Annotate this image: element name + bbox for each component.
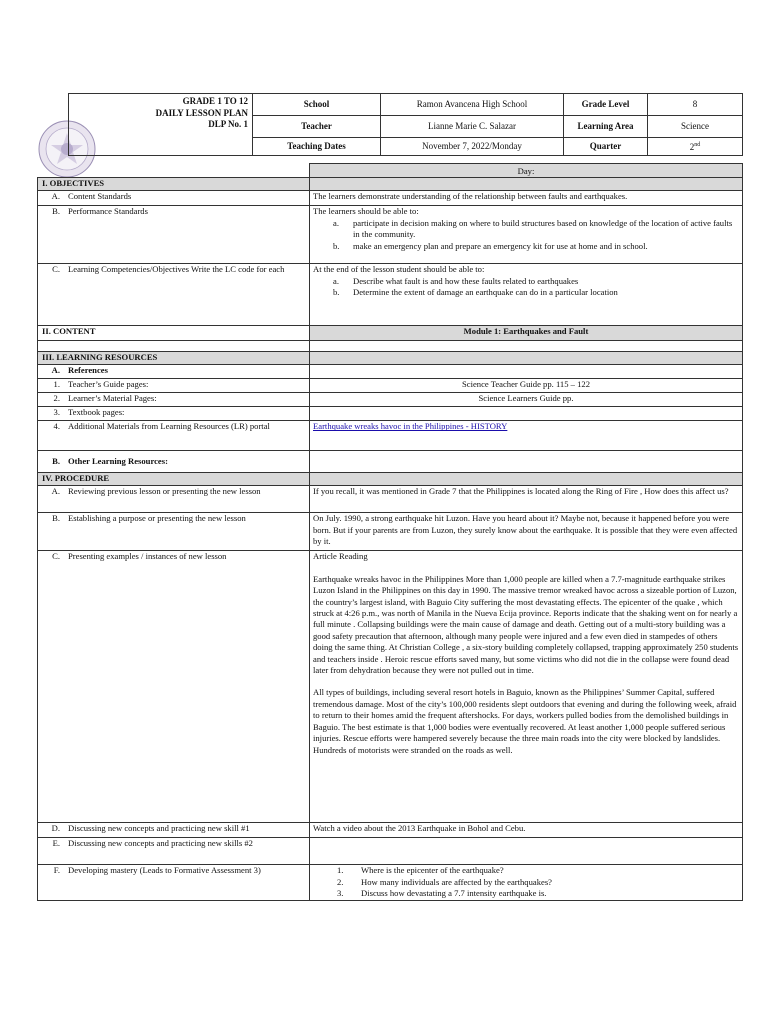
day-header: Day: (310, 164, 743, 178)
item-number: 1. (337, 865, 344, 876)
article-title: Article Reading (313, 551, 368, 562)
content-standards-text: The learners demonstrate understanding of the relationship between faults and earthquakes. (310, 191, 743, 206)
teachers-guide-value: Science Teacher Guide pp. 115 – 122 (310, 379, 743, 393)
purpose-label: Establishing a purpose or presenting the new lesson (68, 513, 246, 524)
mastery-questions (310, 865, 743, 901)
procedure-heading-blank (310, 473, 743, 486)
mastery-label: Developing mastery (Leads to Formative Assessment 3) (68, 865, 261, 876)
item-text: participate in decision making on where to build structures based on knowledge of the location of active faults in the community. (353, 217, 733, 240)
competencies-text (310, 264, 743, 326)
learners-material-cell (38, 393, 310, 407)
learning-area-label: Learning Area (564, 116, 648, 138)
dlp-title-block (69, 94, 253, 156)
competency-item (313, 287, 739, 298)
concepts-1-cell (38, 823, 310, 838)
blank-cell (310, 838, 743, 865)
item-number: 4. (53, 421, 60, 432)
blank-cell (310, 451, 743, 473)
blank-cell (310, 365, 743, 379)
item-marker: b. (333, 240, 340, 251)
item-letter: A. (51, 365, 60, 376)
performance-standards-intro: The learners should be able to: (313, 206, 419, 217)
school-value: Ramon Avancena High School (381, 94, 564, 116)
additional-materials-value (310, 421, 743, 451)
teaching-dates-value: November 7, 2022/Monday (381, 138, 564, 156)
references-cell (38, 365, 310, 379)
examples-label: Presenting examples / instances of new lesson (68, 551, 227, 562)
other-resources-label: Other Learning Resources: (68, 456, 168, 467)
references-label: References (68, 365, 108, 376)
item-marker: a. (333, 217, 339, 228)
item-letter: B. (52, 456, 60, 467)
item-number: 3. (53, 407, 60, 418)
objectives-heading-blank (310, 178, 743, 191)
concepts-2-label: Discussing new concepts and practicing new skills #2 (68, 838, 253, 849)
header-table (68, 93, 743, 156)
item-text: Determine the extent of damage an earthquake can do in a particular location (353, 287, 618, 298)
additional-materials-cell (38, 421, 310, 451)
grade-level-label: Grade Level (564, 94, 648, 116)
content-standards-cell (38, 191, 310, 206)
school-label: School (253, 94, 381, 116)
quarter-number: 2 (689, 142, 695, 152)
item-text: Describe what fault is and how these faults related to earthquakes (353, 275, 579, 286)
item-letter: B. (52, 513, 60, 524)
reviewing-cell (38, 486, 310, 513)
spacer-cell (310, 341, 743, 352)
teaching-dates-label: Teaching Dates (253, 138, 381, 156)
learners-material-value: Science Learners Guide pp. (310, 393, 743, 407)
question-text: Discuss how devastating a 7.7 intensity earthquake is. (361, 888, 547, 899)
examples-cell (38, 551, 310, 823)
article-reading (310, 551, 743, 823)
concepts-1-text: Watch a video about the 2013 Earthquake in Bohol and Cebu. (310, 823, 743, 838)
item-letter: C. (52, 264, 60, 275)
resources-heading-blank (310, 352, 743, 365)
item-marker: b. (333, 287, 340, 298)
purpose-cell (38, 513, 310, 551)
performance-standards-label: Performance Standards (68, 206, 148, 217)
history-article-link[interactable]: Earthquake wreaks havoc in the Philippines - HISTORY (313, 421, 508, 432)
procedure-heading: IV. PROCEDURE (38, 473, 310, 486)
dlp-title-line-3: DLP No. 1 (208, 119, 248, 129)
textbook-label: Textbook pages: (68, 407, 125, 418)
content-module: Module 1: Earthquakes and Fault (310, 326, 743, 341)
competencies-label: Learning Competencies/Objectives Write the LC code for each (68, 264, 285, 275)
concepts-1-label: Discussing new concepts and practicing new skill #1 (68, 823, 250, 834)
other-resources-cell (38, 451, 310, 473)
article-paragraph: Earthquake wreaks havoc in the Philippines More than 1,000 people are killed when a 7.7-magnitude earthquake strikes Luzon Island in the Philippines on this day in 1990. The massive tremor wreaked havoc across a sizeable portion of Luzon, the country’s largest island, with Baguio City suffering the most devastating effects. The epicenter of the quake , which struck at 4:26 p.m., was north of Manila in the Nueva Ecija province. Reports indicate that the shaking went on for nearly a full minute . Collapsing buildings were the main cause of damage and death. Getting out of a multi-story building was a good safety precaution that afternoon, although many people were injured and a few even died in stampedes of others doing the same thing. At Christian College , a six-story building completely collapsed, trapping approximately 250 students and teachers inside . Heroic rescue efforts saved many, but some victims who did not die in the collapse were found dead later from dehydration because they were not pulled out in time. (313, 573, 739, 676)
mastery-cell (38, 865, 310, 901)
article-paragraph: All types of buildings, including several resort hotels in Baguio, known as the Philippines’ Summer Capital, suffered tremendous damage. Most of the city’s 100,000 residents slept outdoors that evening and during the following week, afraid to return to their homes amid the frequent aftershocks. For days, workers pulled bodies from the demolished buildings in Baguio. The best estimate is that 1,000 bodies were eventually recovered. At least another 1,000 people suffered serious injuries. Rescue efforts were hampered severely because the three main roads into the city were blocked by landslides. Hundreds of motorists were stranded on the roads as well. (313, 687, 737, 755)
teacher-value: Lianne Marie C. Salazar (381, 116, 564, 138)
item-letter: F. (53, 865, 60, 876)
reviewing-label: Reviewing previous lesson or presenting the new lesson (68, 486, 261, 497)
quarter-suffix: nd (694, 142, 701, 148)
blank-cell (38, 164, 310, 178)
lesson-plan-table (37, 163, 743, 901)
item-letter: A. (51, 191, 60, 202)
dlp-title-line-1: GRADE 1 TO 12 (182, 96, 248, 106)
teachers-guide-cell (38, 379, 310, 393)
performance-standards-text (310, 206, 743, 264)
quarter-label: Quarter (564, 138, 648, 156)
grade-level-value: 8 (648, 94, 743, 116)
learning-area-value: Science (648, 116, 743, 138)
objectives-heading: I. OBJECTIVES (38, 178, 310, 191)
question-text: Where is the epicenter of the earthquake? (361, 865, 504, 876)
item-number: 3. (337, 888, 344, 899)
item-letter: D. (51, 823, 60, 834)
question-item (313, 888, 739, 899)
content-heading: II. CONTENT (38, 326, 310, 341)
question-text: How many individuals are affected by the earthquakes? (361, 876, 552, 887)
item-letter: B. (52, 206, 60, 217)
quarter-value (648, 138, 743, 156)
question-item (313, 865, 739, 876)
item-letter: E. (52, 838, 60, 849)
additional-materials-label: Additional Materials from Learning Resources (LR) portal (68, 421, 270, 432)
blank-cell (310, 407, 743, 421)
item-number: 1. (53, 379, 60, 390)
resources-heading: III. LEARNING RESOURCES (38, 352, 310, 365)
competency-item (313, 276, 739, 287)
item-marker: a. (333, 275, 339, 286)
item-number: 2. (53, 393, 60, 404)
question-item (313, 877, 739, 888)
learners-material-label: Learner’s Material Pages: (68, 393, 157, 404)
spacer-cell (38, 341, 310, 352)
item-letter: A. (51, 486, 60, 497)
concepts-2-cell (38, 838, 310, 865)
textbook-cell (38, 407, 310, 421)
purpose-text: On July. 1990, a strong earthquake hit Luzon. Have you heard about it? Maybe not, because it happened before you were born. But if your parents are from Luzon, they surely know about the earthquake. It is possible that they were even affected by it. (310, 513, 743, 551)
competencies-intro: At the end of the lesson student should be able to: (313, 264, 485, 275)
dlp-title-line-2: DAILY LESSON PLAN (155, 107, 248, 118)
performance-item (313, 218, 739, 241)
performance-item (313, 241, 739, 252)
item-text: make an emergency plan and prepare an emergency kit for use at home and in school. (353, 240, 648, 251)
item-letter: C. (52, 551, 60, 562)
performance-standards-cell (38, 206, 310, 264)
teachers-guide-label: Teacher’s Guide pages: (68, 379, 149, 390)
item-number: 2. (337, 876, 344, 887)
teacher-label: Teacher (253, 116, 381, 138)
content-standards-label: Content Standards (68, 191, 132, 202)
reviewing-text: If you recall, it was mentioned in Grade 7 that the Philippines is located along the Ring of Fire , How does this affect us? (310, 486, 743, 513)
competencies-cell (38, 264, 310, 326)
